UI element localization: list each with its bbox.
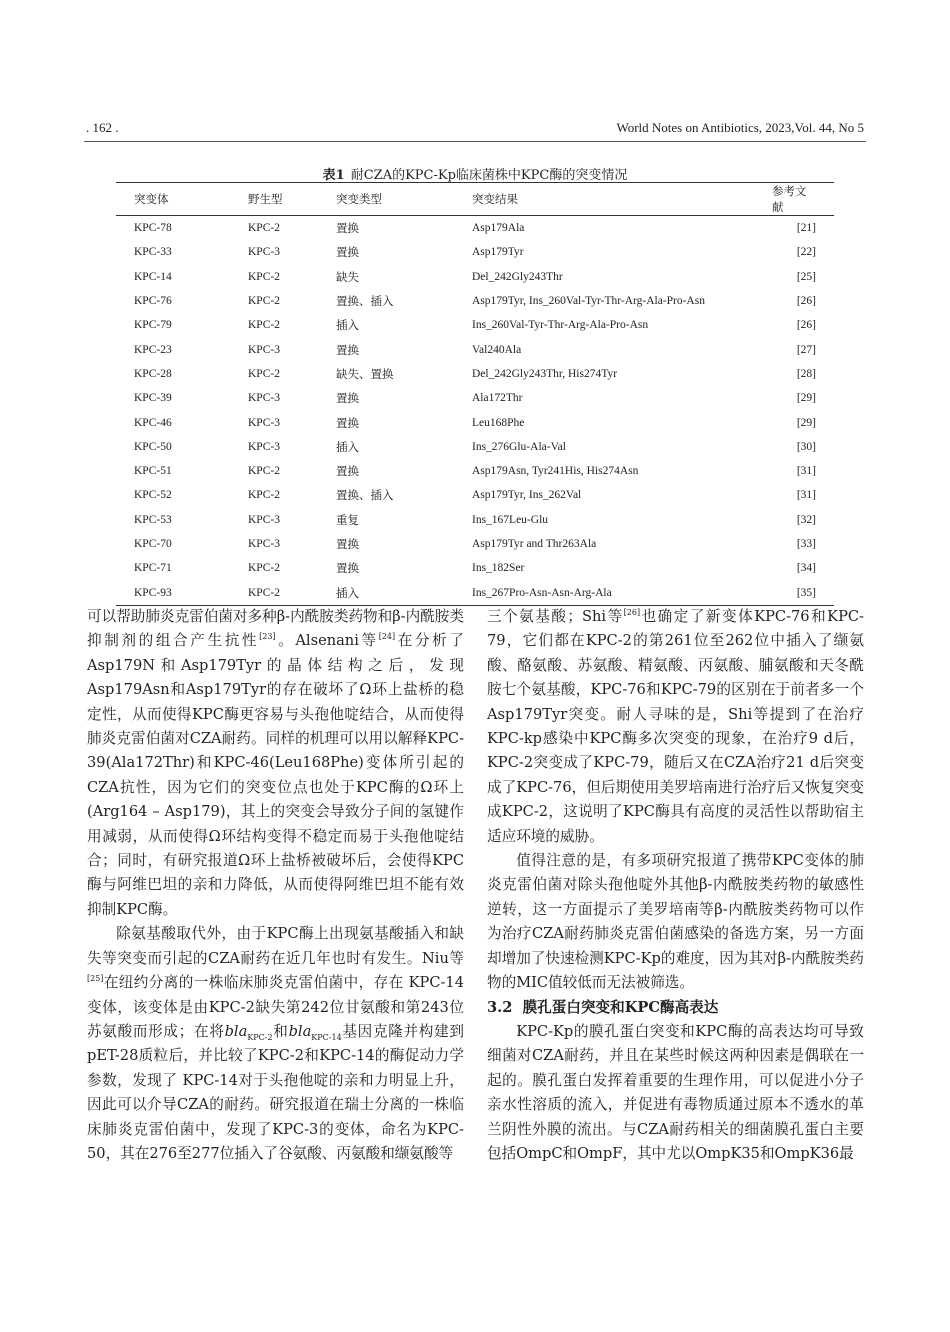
table-cell: [32] [796, 513, 816, 526]
table-cell: Asp179Ala [472, 222, 525, 235]
table-header-cell: 参考文献 [772, 186, 807, 214]
table-row [116, 508, 834, 532]
citation: [23] [259, 632, 276, 642]
table-row [116, 459, 834, 483]
table-body [116, 216, 834, 606]
table-cell: [29] [796, 392, 816, 405]
table-cell: KPC-2 [248, 489, 280, 502]
table-cell: [25] [796, 270, 816, 283]
table-cell: Ins_276Glu-Ala-Val [472, 440, 566, 453]
table-cell: KPC-2 [248, 367, 280, 380]
table-cell: [26] [796, 295, 816, 308]
table-cell: KPC-2 [248, 270, 280, 283]
table-cell: 缺失 [336, 271, 359, 284]
citation: [24] [378, 632, 396, 642]
table-cell: KPC-76 [134, 295, 172, 308]
table-cell: Asp179Tyr, Ins_262Val [472, 489, 582, 502]
table-cell: Ins_182Ser [472, 562, 525, 575]
table-cell: [29] [796, 416, 816, 429]
table-cell: KPC-2 [248, 319, 280, 332]
table-cell: [26] [796, 319, 816, 332]
gene-subscript: KPC-14 [311, 1032, 342, 1042]
table-cell: [22] [796, 246, 816, 259]
paragraph: 值得注意的是，有多项研究报道了携带KPC变体的肺炎克雷伯菌对除头孢他啶外其他β-内酰胺类药物的敏感性逆转，这一方面提示了美罗培南等β-内酰胺类药物可以作为治疗CZA耐药肺炎克雷伯菌感染的备选方案，另一方面却增加了快速检测KPC-Kp的难度，因为其对β-内酰胺类药物的MIC值较低而无法被筛选。 [487, 852, 864, 992]
table-row [116, 289, 834, 313]
table-cell: KPC-53 [134, 513, 172, 526]
table-cell: Del_242Gly243Thr, His274Tyr [472, 367, 618, 380]
table-cell: [31] [796, 489, 816, 502]
table-cell: KPC-2 [248, 295, 280, 308]
journal-header: World Notes on Antibiotics, 2023,Vol. 44, No 5 [616, 120, 864, 135]
table-cell: KPC-93 [134, 586, 172, 599]
table-cell: [30] [796, 440, 816, 453]
gene-name: bla [224, 1022, 248, 1040]
table-label: 表1 [322, 168, 345, 183]
table-cell: Del_242Gly243Thr [472, 270, 563, 283]
table-cell: KPC-52 [134, 489, 172, 502]
table-caption: 耐CZA的KPC-Kp临床菌株中KPC酶的突变情况 [350, 168, 628, 183]
table-cell: 插入 [336, 587, 359, 600]
table-row [116, 532, 834, 556]
table-cell: [33] [796, 538, 816, 550]
table-cell: KPC-3 [248, 416, 280, 429]
citation: [26] [623, 608, 641, 618]
left-column [87, 605, 464, 1166]
paragraph: KPC-Kp的膜孔蛋白突变和KPC酶的高表达均可导致细菌对CZA耐药，并且在某些时候这两种因素是偶联在一起的。膜孔蛋白发挥着重要的生理作用，可以促进小分子亲水性溶质的流入，并促进有毒物质通过原本不透水的革兰阴性外膜的流出。与CZA耐药相关的细菌膜孔蛋白主要包括OmpC和OmpF，其中尤以OmpK35和OmpK36最 [487, 1022, 864, 1162]
table-cell: KPC-78 [134, 222, 172, 235]
table-row [116, 580, 834, 605]
table-cell: KPC-46 [134, 416, 172, 429]
table-cell: 置换 [336, 417, 359, 430]
table-row [116, 483, 834, 507]
table-cell: [21] [796, 222, 816, 235]
table-cell: [28] [796, 367, 816, 380]
citation: [25] [87, 974, 104, 984]
table-cell: 插入 [336, 441, 359, 454]
table-cell: 置换 [336, 539, 359, 551]
table-header-cell: 突变体 [134, 194, 169, 206]
table-cell: 置换 [336, 393, 359, 406]
table-cell: [35] [796, 586, 816, 599]
table-cell: KPC-28 [134, 367, 172, 380]
table-header-cell: 突变结果 [472, 194, 518, 206]
table-cell: 插入 [336, 320, 359, 333]
header-rule [84, 141, 866, 142]
table-cell: KPC-3 [248, 440, 280, 453]
table-cell: 置换 [336, 466, 359, 479]
table-cell: 置换、插入 [336, 296, 394, 309]
table-row [116, 216, 834, 241]
table-row [116, 556, 834, 580]
table-cell: KPC-3 [248, 538, 280, 550]
table-cell: 重复 [336, 514, 359, 527]
table-cell: Val240Ala [472, 343, 522, 356]
table-cell: Ala172Thr [472, 392, 523, 405]
gene-name: bla [288, 1022, 312, 1040]
table-cell: 置换 [336, 344, 359, 357]
page-number: . 162 . [86, 120, 119, 135]
table-header-row [116, 183, 834, 216]
table-cell: 置换 [336, 223, 359, 236]
table-cell: KPC-71 [134, 562, 172, 575]
table-cell: Asp179Tyr [472, 246, 524, 259]
table-cell: KPC-3 [248, 246, 280, 259]
table-cell: KPC-2 [248, 562, 280, 575]
table-row [116, 410, 834, 434]
table-cell: KPC-2 [248, 586, 280, 599]
table-cell: [27] [796, 343, 816, 356]
paragraph: 可以帮助肺炎克雷伯菌对多种β-内酰胺类药物和β-内酰胺类抑制剂的组合产生抗性[23]。Alsenani等[24]在分析了Asp179N和Asp179Tyr的晶体结构之后，发现Asp179Asn和Asp179Tyr的存在破坏了Ω环上盐桥的稳定性，从而使得KPC酶更容易与头孢他啶结合，从而使得肺炎克雷伯菌对CZA耐药。同样的机理可以用以解释KPC-39(Ala172Thr)和KPC-46(Leu168Phe)变体所引起的CZA抗性，因为它们的突变位点也处于KPC酶的Ω环上(Arg164 – Asp179)，其上的突变会导致分子间的氢键作用减弱，从而使得Ω环结构变得不稳定而易于头孢他啶结合；同时，有研究报道Ω环上盐桥被破坏后，会使得KPC酶与阿维巴坦的亲和力降低，从而使得阿维巴坦不能有效抑制KPC酶。 [87, 608, 464, 918]
table-cell: KPC-2 [248, 465, 280, 478]
table-cell: KPC-14 [134, 270, 172, 283]
table-header-cell: 突变类型 [336, 194, 382, 206]
table-cell: KPC-70 [134, 538, 172, 550]
table-cell: KPC-39 [134, 392, 172, 405]
table-cell: Asp179Tyr and Thr263Ala [472, 538, 597, 550]
table-cell: [31] [796, 465, 816, 478]
table-cell: KPC-23 [134, 343, 172, 356]
table-cell: KPC-50 [134, 440, 172, 453]
table-cell: Ins_167Leu-Glu [472, 513, 549, 526]
table-cell: Asp179Tyr, Ins_260Val-Tyr-Thr-Arg-Ala-Pro-Asn [472, 295, 705, 308]
table-cell: KPC-79 [134, 319, 172, 332]
table-cell: 置换 [336, 563, 359, 576]
table-cell: Ins_267Pro-Asn-Asn-Arg-Ala [472, 586, 612, 599]
paragraph: 三个氨基酸；Shi等[26]也确定了新变体KPC-76和KPC-79，它们都在KPC-2的第261位至262位中插入了缬氨酸、酪氨酸、苏氨酸、精氨酸、丙氨酸、脯氨酸和天冬酰胺七个氨基酸，KPC-76和KPC-79的区别在于前者多一个Asp179Tyr突变。耐人寻味的是，Shi等提到了在治疗KPC-kp感染中KPC酶多次突变的现象，在治疗9 d后，KPC-2突变成了KPC-79，随后又在CZA治疗21 d后突变成了KPC-76，但后期使用美罗培南进行治疗后又恢复突变成KPC-2，这说明了KPC酶具有高度的灵活性以帮助宿主适应环境的威胁。 [487, 608, 864, 845]
table-row [116, 313, 834, 337]
table-cell: KPC-3 [248, 513, 280, 526]
table-cell: Leu168Phe [472, 416, 525, 429]
table-row [116, 362, 834, 386]
table-cell: [34] [796, 562, 816, 575]
section-heading: 3.2 膜孔蛋白突变和KPC酶高表达 [487, 998, 719, 1016]
table-row [116, 435, 834, 459]
table-cell: KPC-33 [134, 246, 172, 259]
table-cell: 置换、插入 [336, 490, 394, 503]
table-cell: KPC-2 [248, 222, 280, 235]
table-cell: KPC-3 [248, 343, 280, 356]
mutation-table [116, 182, 834, 606]
paragraph: 除氨基酸取代外，由于KPC酶上出现氨基酸插入和缺失等突变而引起的CZA耐药在近几年也时有发生。Niu等[25]在纽约分离的一株临床肺炎克雷伯菌中，存在 KPC-14变体，该变体是由KPC-2缺失第242位甘氨酸和第243位苏氨酸而形成；在将bla$_{KPC-2}$和bla$_{KPC-14}$基因克隆并构建到pET-28质粒后，并比较了KPC-2和KPC-14的酶促动力学参数，发现了 KPC-14对于头孢他啶的亲和力明显上升，因此可以介导CZA的耐药。研究报道在瑞士分离的一株临床肺炎克雷伯菌中，发现了KPC-3的变体，命名为KPC-50，其在276至277位插入了谷氨酸、丙氨酸和缬氨酸等 [87, 925, 464, 1162]
gene-subscript: KPC-2 [247, 1032, 273, 1042]
table-cell: 缺失、置换 [336, 368, 394, 381]
table-row [116, 265, 834, 289]
table-cell: Asp179Asn, Tyr241His, His274Asn [472, 465, 639, 478]
table-cell: 置换 [336, 247, 359, 260]
table-header-cell: 野生型 [248, 194, 283, 206]
table-cell: Ins_260Val-Tyr-Thr-Arg-Ala-Pro-Asn [472, 319, 649, 332]
table-cell: KPC-51 [134, 465, 172, 478]
table-row [116, 240, 834, 264]
right-column [487, 605, 864, 1166]
table-title [0, 164, 950, 183]
table-row [116, 337, 834, 361]
table-cell: KPC-3 [248, 392, 280, 405]
table-row [116, 386, 834, 410]
